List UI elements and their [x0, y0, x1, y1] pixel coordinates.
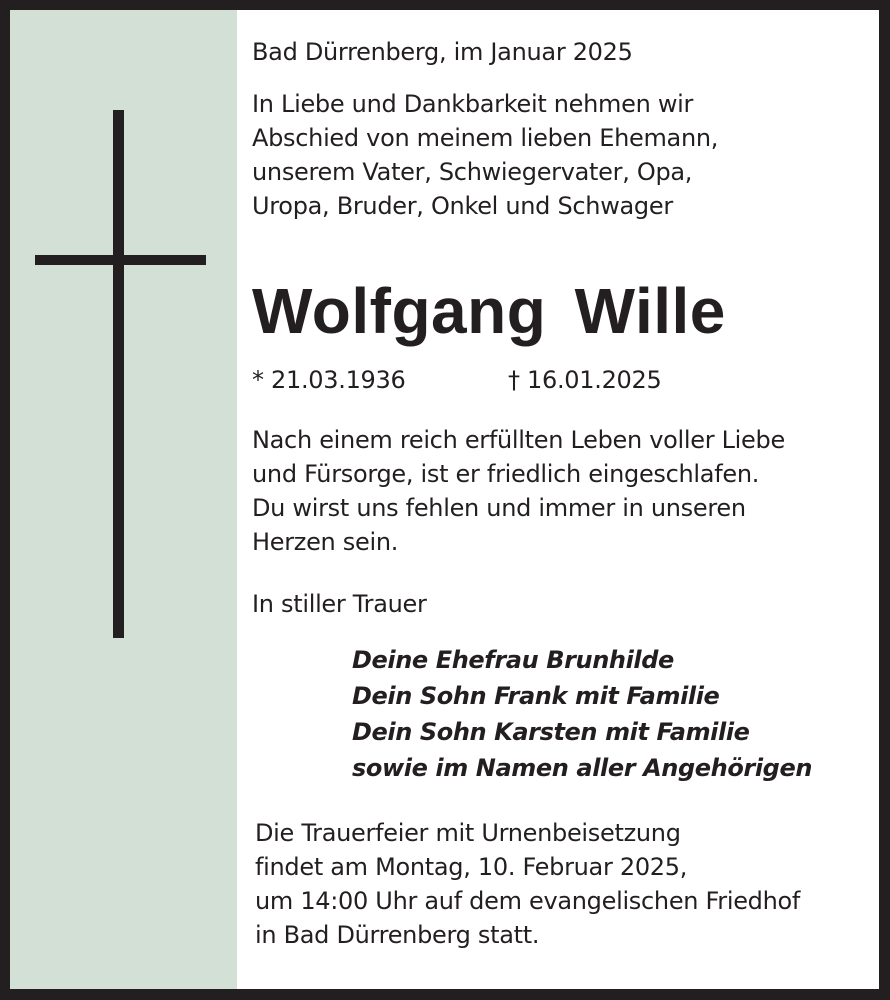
cross-icon	[113, 110, 124, 638]
intro-line: Uropa, Bruder, Onkel und Schwager	[252, 192, 673, 220]
side-panel	[10, 10, 237, 989]
cross-icon-bar	[35, 255, 206, 265]
intro-text	[252, 87, 718, 223]
mourner: Dein Sohn Frank mit Familie	[352, 682, 720, 710]
place-date: Bad Dürrenberg, im Januar 2025	[252, 38, 633, 66]
ceremony-text	[255, 816, 800, 952]
death-date: † 16.01.2025	[508, 366, 662, 394]
message-line: und Fürsorge, ist er friedlich eingeschlafen.	[252, 460, 760, 488]
intro-line: In Liebe und Dankbarkeit nehmen wir	[252, 90, 694, 118]
mourner: sowie im Namen aller Angehörigen	[352, 754, 813, 782]
mourner: Deine Ehefrau Brunhilde	[352, 646, 674, 674]
message-line: Herzen sein.	[252, 528, 399, 556]
mourner: Dein Sohn Karsten mit Familie	[352, 718, 750, 746]
deceased-name: Wolfgang Wille	[252, 275, 726, 347]
ceremony-line: findet am Montag, 10. Februar 2025,	[255, 853, 688, 881]
intro-line: unserem Vater, Schwiegervater, Opa,	[252, 158, 693, 186]
mourning-label: In stiller Trauer	[252, 590, 427, 618]
mourners-list	[352, 642, 812, 786]
ceremony-line: Die Trauerfeier mit Urnenbeisetzung	[255, 819, 681, 847]
obituary-card	[10, 10, 879, 989]
life-dates	[252, 363, 852, 397]
message-line: Du wirst uns fehlen und immer in unseren	[252, 494, 746, 522]
intro-line: Abschied von meinem lieben Ehemann,	[252, 124, 719, 152]
ceremony-line: um 14:00 Uhr auf dem evangelischen Friedhof	[255, 887, 801, 915]
message-text	[252, 423, 785, 559]
birth-date: * 21.03.1936	[252, 366, 406, 394]
ceremony-line: in Bad Dürrenberg statt.	[255, 921, 540, 949]
message-line: Nach einem reich erfüllten Leben voller Liebe	[252, 426, 785, 454]
